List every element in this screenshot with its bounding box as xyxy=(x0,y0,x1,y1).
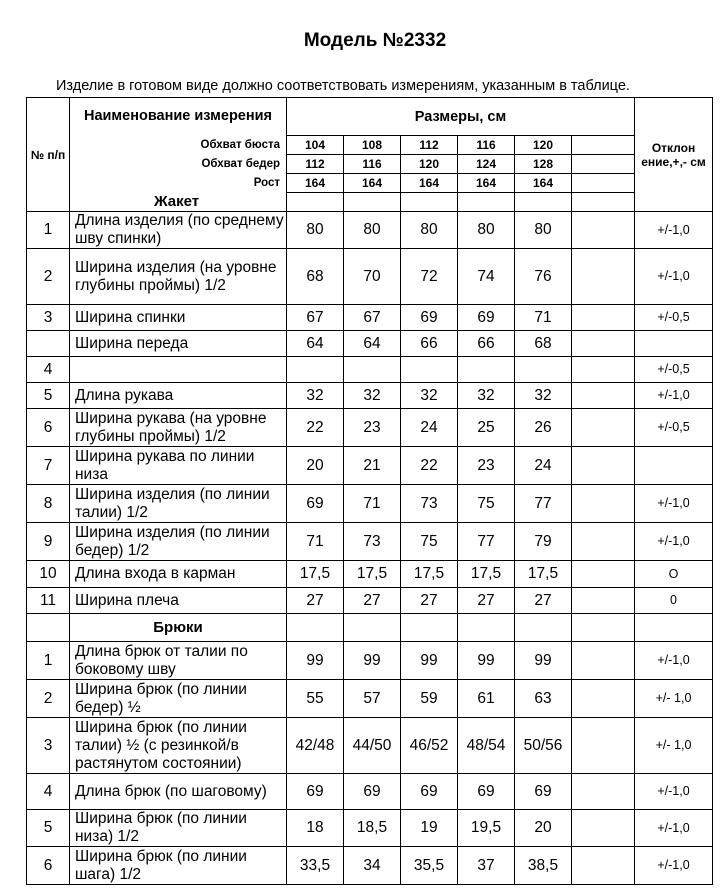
size-value: 20 xyxy=(515,810,572,847)
section-row xyxy=(27,614,713,642)
empty-cell xyxy=(458,193,515,212)
measurement-name: Ширина плеча xyxy=(70,588,287,614)
measurement-name: Ширина изделия (по линии талии) 1/2 xyxy=(70,485,287,523)
tolerance-value xyxy=(635,810,713,847)
empty-cell xyxy=(572,174,635,193)
empty-cell xyxy=(572,680,635,718)
size-value: 55 xyxy=(287,680,344,718)
table-row xyxy=(27,847,713,885)
table-row xyxy=(27,447,713,485)
tolerance-text: +/-1,0 xyxy=(657,388,690,402)
size-value: 76 xyxy=(515,249,572,305)
size-value: 80 xyxy=(401,212,458,249)
size-value: 61 xyxy=(458,680,515,718)
row-number: 3 xyxy=(27,305,70,331)
empty-cell xyxy=(572,718,635,774)
tolerance-text: +/-0,5 xyxy=(657,310,690,324)
size-value xyxy=(515,357,572,383)
tolerance-text: О xyxy=(668,566,679,581)
table-row xyxy=(27,642,713,680)
tolerance-value xyxy=(635,561,713,588)
size-value: 25 xyxy=(458,409,515,447)
size-value: 69 xyxy=(287,485,344,523)
empty-cell xyxy=(572,485,635,523)
size-param-value: 116 xyxy=(458,136,515,155)
empty-cell xyxy=(27,614,70,642)
size-value: 26 xyxy=(515,409,572,447)
tolerance-value xyxy=(635,718,713,774)
size-value: 23 xyxy=(344,409,401,447)
size-value: 38,5 xyxy=(515,847,572,885)
tolerance-text: +/-1,0 xyxy=(657,269,690,283)
measurement-name: Ширина спинки xyxy=(70,305,287,331)
empty-cell xyxy=(572,561,635,588)
empty-cell xyxy=(635,614,713,642)
size-value: 72 xyxy=(401,249,458,305)
size-value: 19 xyxy=(401,810,458,847)
row-number xyxy=(27,331,70,357)
row-number: 3 xyxy=(27,718,70,774)
table-row xyxy=(27,810,713,847)
size-value: 67 xyxy=(344,305,401,331)
row-number: 8 xyxy=(27,485,70,523)
size-value: 75 xyxy=(401,523,458,561)
header-sizes: Размеры, см xyxy=(287,98,635,136)
size-value: 18,5 xyxy=(344,810,401,847)
row-number: 6 xyxy=(27,409,70,447)
size-param-value: 164 xyxy=(401,174,458,193)
tolerance-text: +/- 1,0 xyxy=(655,738,692,752)
size-param-value: 112 xyxy=(401,136,458,155)
measurement-name xyxy=(70,357,287,383)
empty-cell xyxy=(401,614,458,642)
tolerance-text: +/-1,0 xyxy=(657,653,690,667)
size-param-value: 120 xyxy=(515,136,572,155)
empty-cell xyxy=(344,614,401,642)
size-value: 69 xyxy=(287,774,344,810)
tolerance-value xyxy=(635,847,713,885)
size-value: 99 xyxy=(287,642,344,680)
table-row xyxy=(27,680,713,718)
section-row xyxy=(27,193,713,212)
size-value: 71 xyxy=(344,485,401,523)
size-value: 37 xyxy=(458,847,515,885)
empty-cell xyxy=(515,193,572,212)
size-value: 27 xyxy=(515,588,572,614)
tolerance-value xyxy=(635,305,713,331)
size-value: 99 xyxy=(344,642,401,680)
empty-cell xyxy=(572,193,635,212)
tolerance-value xyxy=(635,680,713,718)
row-number: 11 xyxy=(27,588,70,614)
tolerance-text: +/-1,0 xyxy=(657,858,690,872)
row-number: 6 xyxy=(27,847,70,885)
size-value: 20 xyxy=(287,447,344,485)
tolerance-value xyxy=(635,774,713,810)
empty-cell xyxy=(572,614,635,642)
size-value xyxy=(401,357,458,383)
tolerance-text: +/-1,0 xyxy=(657,784,690,798)
empty-cell xyxy=(572,774,635,810)
size-value: 27 xyxy=(401,588,458,614)
size-param-label: Рост xyxy=(70,174,287,193)
empty-cell xyxy=(572,810,635,847)
size-value: 27 xyxy=(344,588,401,614)
size-value: 75 xyxy=(458,485,515,523)
table-row xyxy=(27,331,713,357)
table-row xyxy=(27,409,713,447)
size-value: 73 xyxy=(401,485,458,523)
row-number: 2 xyxy=(27,249,70,305)
row-number: 1 xyxy=(27,642,70,680)
table-row xyxy=(27,485,713,523)
tolerance-text: +/-1,0 xyxy=(657,222,690,237)
size-value: 69 xyxy=(458,774,515,810)
measurement-name: Длина брюк от талии по боковому шву xyxy=(70,642,287,680)
empty-cell xyxy=(515,614,572,642)
tolerance-value xyxy=(635,485,713,523)
size-value: 99 xyxy=(515,642,572,680)
size-value: 64 xyxy=(344,331,401,357)
size-value: 59 xyxy=(401,680,458,718)
empty-cell xyxy=(572,847,635,885)
size-value: 80 xyxy=(287,212,344,249)
size-value: 46/52 xyxy=(401,718,458,774)
header-row xyxy=(27,98,713,136)
size-value xyxy=(287,357,344,383)
measurement-name: Ширина рукава по линии низа xyxy=(70,447,287,485)
size-value: 68 xyxy=(287,249,344,305)
size-value: 17,5 xyxy=(401,561,458,588)
size-value: 17,5 xyxy=(515,561,572,588)
size-value: 99 xyxy=(458,642,515,680)
size-value: 24 xyxy=(515,447,572,485)
size-value: 71 xyxy=(287,523,344,561)
size-param-value: 124 xyxy=(458,155,515,174)
size-param-value: 164 xyxy=(287,174,344,193)
tolerance-text: +/-0,5 xyxy=(657,362,690,376)
tolerance-value xyxy=(635,212,713,249)
size-value: 74 xyxy=(458,249,515,305)
empty-cell xyxy=(572,155,635,174)
size-param-row xyxy=(27,136,713,155)
empty-cell xyxy=(572,523,635,561)
empty-cell xyxy=(572,409,635,447)
section-title: Брюки xyxy=(70,614,287,642)
table-row xyxy=(27,305,713,331)
size-value: 71 xyxy=(515,305,572,331)
measurement-name: Длина входа в карман xyxy=(70,561,287,588)
table-row xyxy=(27,523,713,561)
tolerance-value xyxy=(635,447,713,485)
size-value: 35,5 xyxy=(401,847,458,885)
section-title: Жакет xyxy=(70,193,287,212)
size-value: 77 xyxy=(515,485,572,523)
tolerance-value xyxy=(635,523,713,561)
measurement-name: Длина рукава xyxy=(70,383,287,409)
size-value: 80 xyxy=(344,212,401,249)
size-value: 33,5 xyxy=(287,847,344,885)
size-value: 48/54 xyxy=(458,718,515,774)
empty-cell xyxy=(572,357,635,383)
table-row xyxy=(27,357,713,383)
size-value: 23 xyxy=(458,447,515,485)
table-body xyxy=(27,98,713,885)
tolerance-text: +/-1,0 xyxy=(657,820,690,835)
empty-cell xyxy=(572,305,635,331)
empty-cell xyxy=(572,447,635,485)
page-title: Модель №2332 xyxy=(303,30,447,51)
size-value: 77 xyxy=(458,523,515,561)
table-row xyxy=(27,561,713,588)
size-value: 44/50 xyxy=(344,718,401,774)
size-value: 64 xyxy=(287,331,344,357)
size-value: 22 xyxy=(401,447,458,485)
tolerance-text: 0 xyxy=(670,593,677,607)
tolerance-value xyxy=(635,588,713,614)
size-value: 73 xyxy=(344,523,401,561)
size-param-value: 108 xyxy=(344,136,401,155)
table-row xyxy=(27,718,713,774)
size-param-value: 116 xyxy=(344,155,401,174)
size-value xyxy=(458,357,515,383)
tolerance-text: +/- 1,0 xyxy=(655,691,692,705)
size-value: 69 xyxy=(344,774,401,810)
size-value: 17,5 xyxy=(344,561,401,588)
size-value: 69 xyxy=(515,774,572,810)
size-value: 27 xyxy=(458,588,515,614)
measurement-name: Ширина изделия (на уровне глубины проймы) 1/2 xyxy=(70,249,287,305)
tolerance-text: +/-1,0 xyxy=(657,496,690,510)
empty-cell xyxy=(572,212,635,249)
row-number: 10 xyxy=(27,561,70,588)
measurement-name: Ширина переда xyxy=(70,331,287,357)
table-row xyxy=(27,588,713,614)
size-value: 70 xyxy=(344,249,401,305)
table-note: Изделие в готовом виде должно соответствовать измерениям, указанным в таблице. xyxy=(56,78,630,94)
size-value: 18 xyxy=(287,810,344,847)
row-number: 9 xyxy=(27,523,70,561)
empty-cell xyxy=(572,588,635,614)
row-number: 7 xyxy=(27,447,70,485)
empty-cell xyxy=(572,642,635,680)
tolerance-value xyxy=(635,409,713,447)
size-value: 68 xyxy=(515,331,572,357)
tolerance-value xyxy=(635,357,713,383)
measurement-name: Ширина рукава (на уровне глубины проймы) 1/2 xyxy=(70,409,287,447)
measurement-name: Ширина брюк (по линии бедер) ½ xyxy=(70,680,287,718)
size-value: 42/48 xyxy=(287,718,344,774)
table-row xyxy=(27,774,713,810)
size-param-value: 164 xyxy=(458,174,515,193)
size-param-row xyxy=(27,155,713,174)
header-tolerance: Отклон ение,+,- см xyxy=(635,98,713,212)
size-value: 66 xyxy=(401,331,458,357)
size-value: 69 xyxy=(458,305,515,331)
size-value: 80 xyxy=(515,212,572,249)
empty-cell xyxy=(458,614,515,642)
empty-cell xyxy=(572,249,635,305)
size-value: 32 xyxy=(515,383,572,409)
row-number: 4 xyxy=(27,774,70,810)
tolerance-value xyxy=(635,249,713,305)
tolerance-text: +/-1,0 xyxy=(657,534,690,548)
size-param-row xyxy=(27,174,713,193)
size-value: 17,5 xyxy=(287,561,344,588)
header-name: Наименование измерения xyxy=(70,98,287,136)
size-value: 79 xyxy=(515,523,572,561)
measurement-name: Ширина брюк (по линии низа) 1/2 xyxy=(70,810,287,847)
size-value: 32 xyxy=(458,383,515,409)
size-value: 67 xyxy=(287,305,344,331)
size-param-value: 120 xyxy=(401,155,458,174)
size-param-value: 128 xyxy=(515,155,572,174)
size-value: 69 xyxy=(401,305,458,331)
size-value: 17,5 xyxy=(458,561,515,588)
measurement-name: Ширина брюк (по линии шага) 1/2 xyxy=(70,847,287,885)
size-param-label: Обхват бюста xyxy=(70,136,287,155)
size-value: 57 xyxy=(344,680,401,718)
empty-cell xyxy=(401,193,458,212)
size-param-label: Обхват бедер xyxy=(70,155,287,174)
row-number: 2 xyxy=(27,680,70,718)
table-row xyxy=(27,212,713,249)
size-param-value: 164 xyxy=(344,174,401,193)
empty-cell xyxy=(344,193,401,212)
empty-cell xyxy=(287,614,344,642)
size-value: 32 xyxy=(287,383,344,409)
table-row xyxy=(27,383,713,409)
measurement-name: Ширина изделия (по линии бедер) 1/2 xyxy=(70,523,287,561)
empty-cell xyxy=(287,193,344,212)
measurement-name: Длина изделия (по среднему шву спинки) xyxy=(70,212,287,249)
size-value: 32 xyxy=(401,383,458,409)
measurement-name: Длина брюк (по шаговому) xyxy=(70,774,287,810)
size-value: 27 xyxy=(287,588,344,614)
row-number: 5 xyxy=(27,810,70,847)
empty-cell xyxy=(572,383,635,409)
table-row xyxy=(27,249,713,305)
size-value: 66 xyxy=(458,331,515,357)
tolerance-value xyxy=(635,383,713,409)
size-value: 34 xyxy=(344,847,401,885)
size-value: 24 xyxy=(401,409,458,447)
tolerance-text: +/-0,5 xyxy=(657,420,690,434)
tolerance-value xyxy=(635,642,713,680)
empty-cell xyxy=(572,136,635,155)
size-value: 22 xyxy=(287,409,344,447)
size-value: 80 xyxy=(458,212,515,249)
measurements-table xyxy=(26,97,713,885)
size-value: 32 xyxy=(344,383,401,409)
tolerance-value xyxy=(635,331,713,357)
header-no: № п/п xyxy=(27,98,70,212)
size-value: 63 xyxy=(515,680,572,718)
size-value: 21 xyxy=(344,447,401,485)
measurement-name: Ширина брюк (по линии талии) ½ (с резинкой/в растянутом состоянии) xyxy=(70,718,287,774)
size-value xyxy=(344,357,401,383)
row-number: 1 xyxy=(27,212,70,249)
size-param-value: 104 xyxy=(287,136,344,155)
size-value: 69 xyxy=(401,774,458,810)
size-param-value: 164 xyxy=(515,174,572,193)
size-value: 19,5 xyxy=(458,810,515,847)
row-number: 5 xyxy=(27,383,70,409)
row-number: 4 xyxy=(27,357,70,383)
size-value: 50/56 xyxy=(515,718,572,774)
size-param-value: 112 xyxy=(287,155,344,174)
empty-cell xyxy=(572,331,635,357)
size-value: 99 xyxy=(401,642,458,680)
